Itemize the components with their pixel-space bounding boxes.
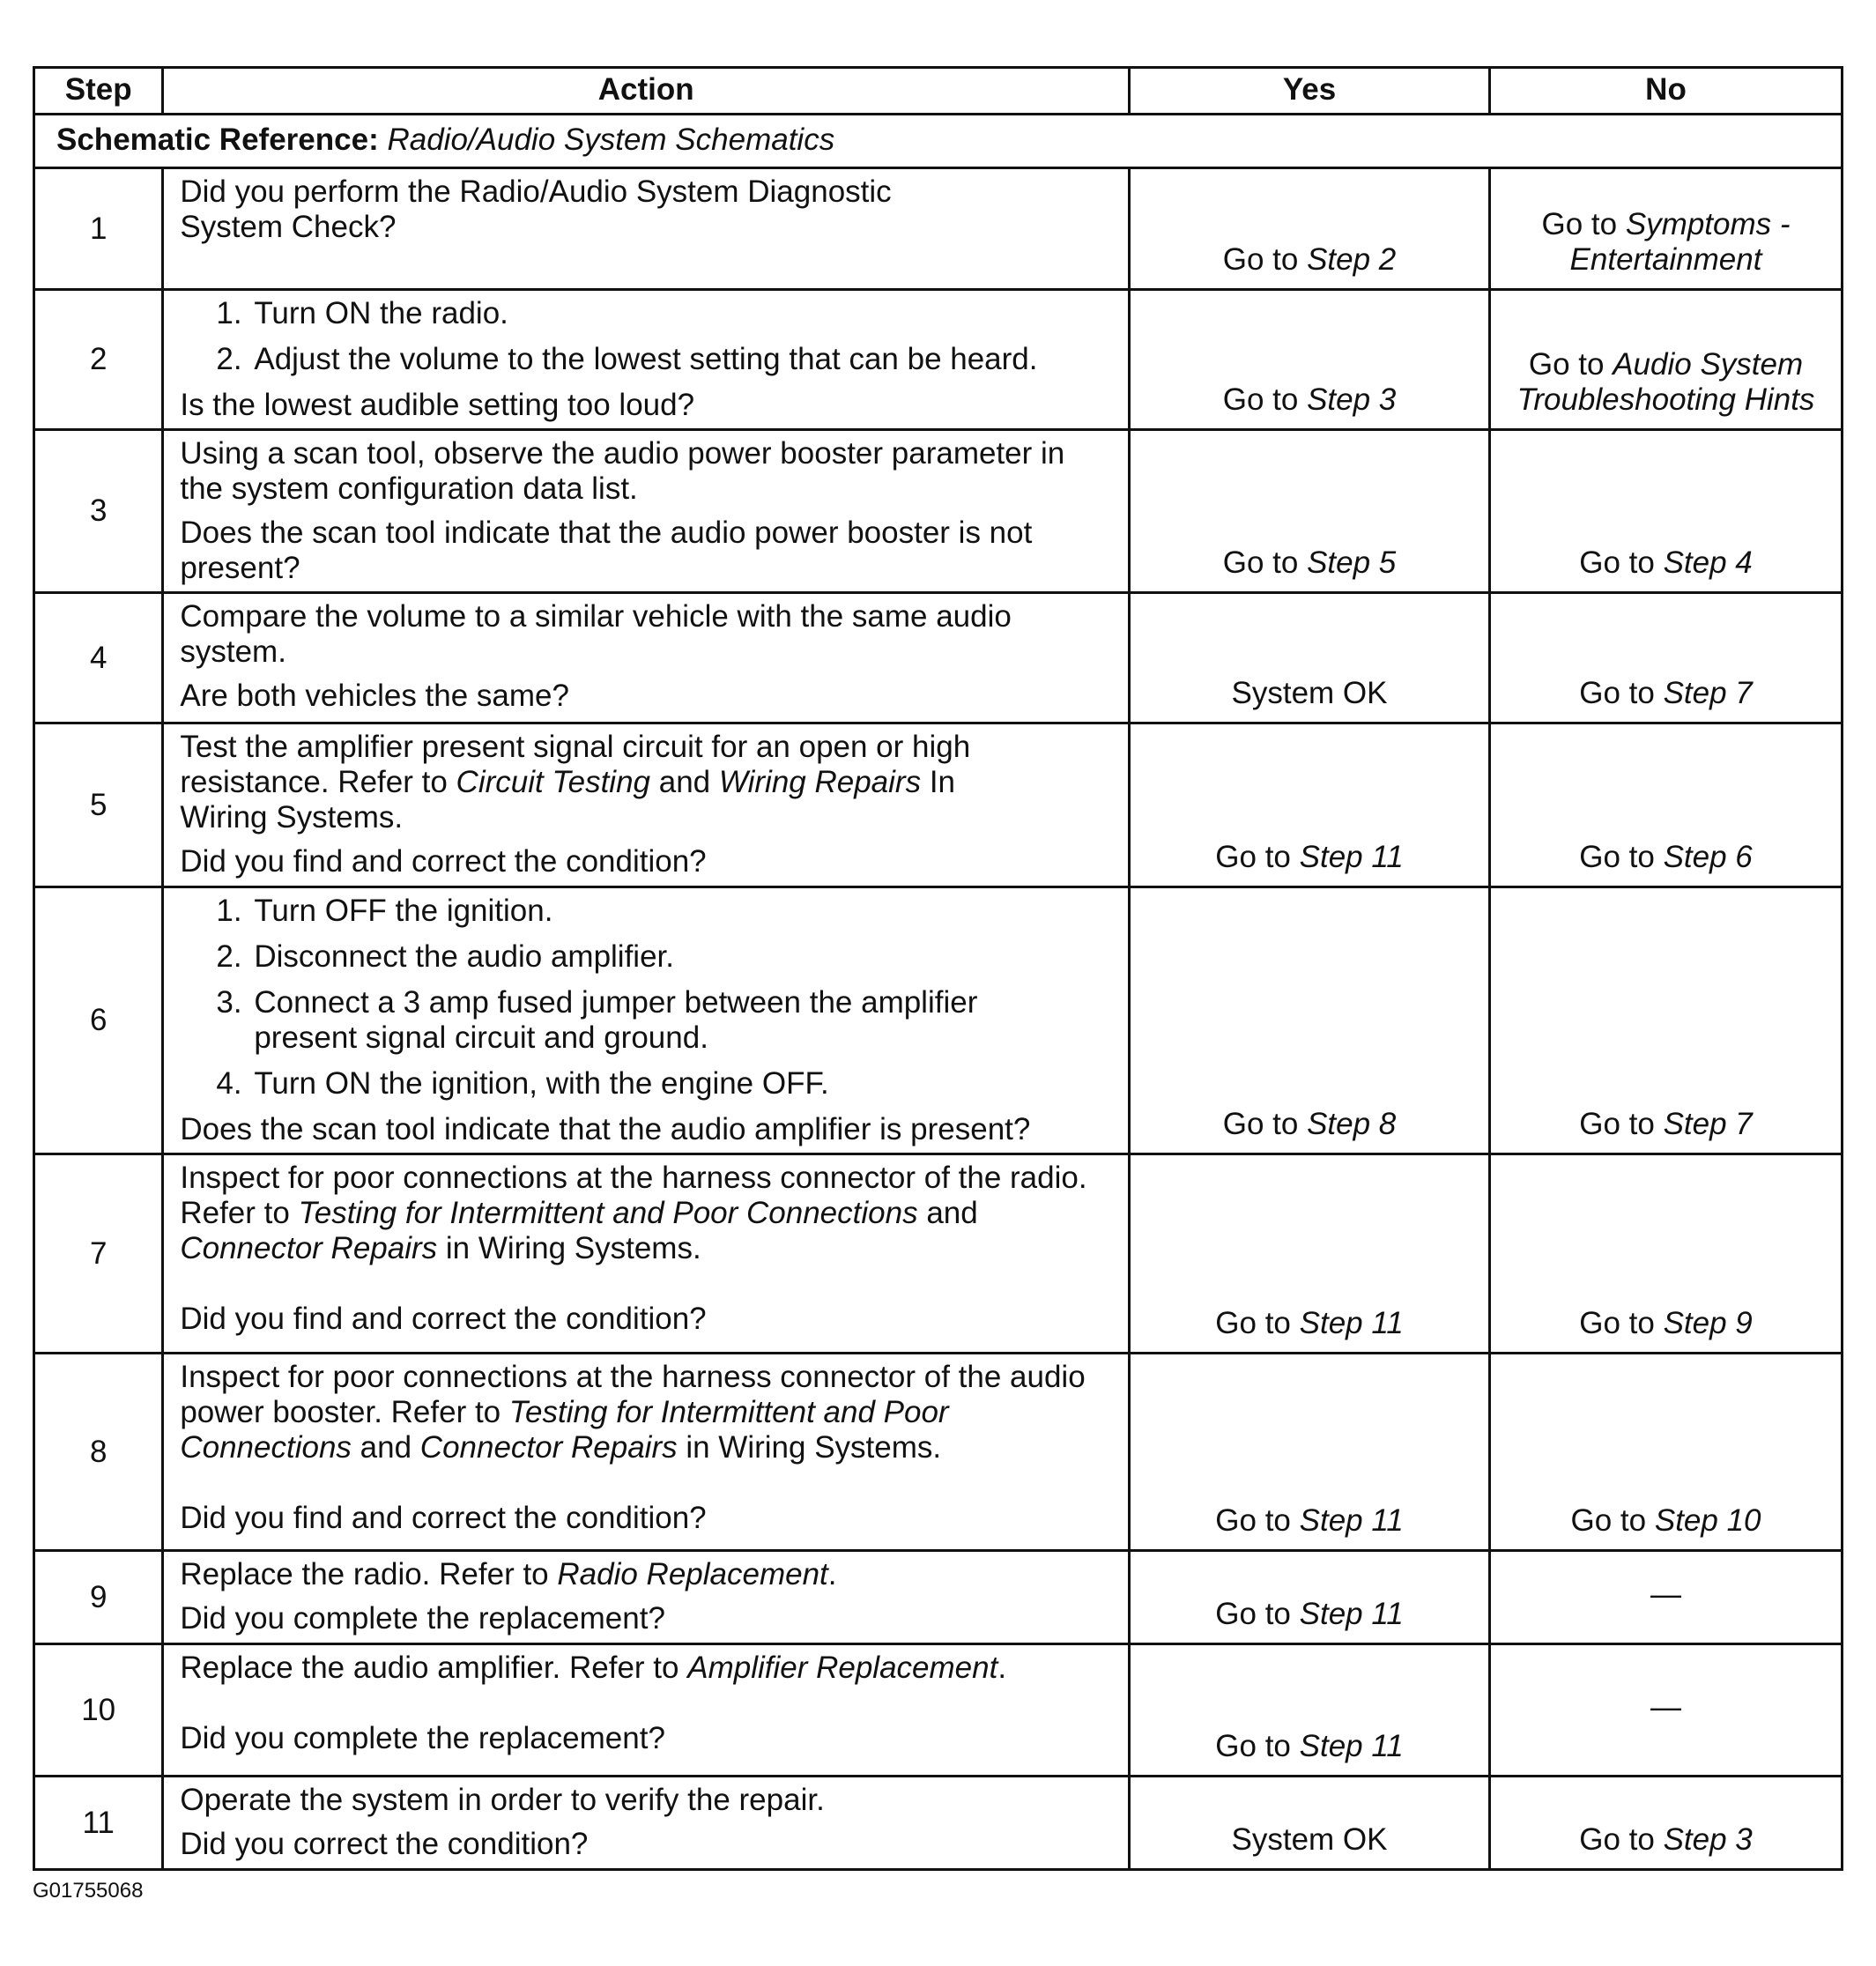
reference-link[interactable]: Circuit Testing [456,765,651,799]
go-to-text: Go to [1215,1306,1291,1340]
table-row [34,290,1843,430]
instruction-item: 4. Turn ON the ignition, with the engine OFF. [250,1066,1112,1102]
instruction-item: 2. Adjust the volume to the lowest setting that can be heard. [250,342,1112,377]
go-to-text: Go to [1579,545,1655,580]
table-row [34,1354,1843,1551]
question: Did you complete the replacement? [180,1721,665,1755]
no-cell [1490,723,1843,887]
yes-cell [1130,593,1490,723]
go-to-text: Go to [1222,1107,1299,1141]
step-number: 7 [34,1154,163,1354]
instruction-text: Test the amplifier present signal circuit for an open or high resistance. Refer to Circuit Testing and Wiring Repairs In Wiring Systems. [180,730,971,835]
question: Is the lowest audible setting too loud? [180,388,695,422]
yes-link[interactable]: Step 2 [1307,242,1397,277]
instruction-text: Replace the radio. Refer to Radio Replacement. [180,1557,837,1591]
question: Did you complete the replacement? [180,1601,665,1636]
step-number: 2 [34,290,163,430]
instruction-list [180,894,1112,1102]
no-link-continued[interactable]: Troubleshooting Hints [1516,382,1815,417]
instruction-text: Operate the system in order to verify the repair. [180,1783,825,1817]
reference-link[interactable]: Wiring Repairs [718,765,922,799]
instruction-item: 1. Turn ON the radio. [250,296,1112,331]
step-number: 8 [34,1354,163,1551]
table-row [34,723,1843,887]
step-number: 10 [34,1644,163,1777]
no-link[interactable]: Step 3 [1663,1822,1753,1857]
action-cell [163,1551,1130,1644]
no-result-dash: — [1650,1577,1681,1612]
yes-link[interactable]: Step 11 [1299,1503,1404,1538]
table-row [34,887,1843,1154]
yes-cell [1130,1154,1490,1354]
no-link[interactable]: Step 10 [1654,1503,1761,1538]
go-to-text: Go to [1222,545,1299,580]
go-to-text: Go to [1215,840,1291,874]
instruction-text: Inspect for poor connections at the harness connector of the radio. Refer to Testing for Intermittent and Poor Connections and Connector Repairs in Wiring Systems. [180,1161,1087,1265]
no-cell [1490,168,1843,290]
step-number: 9 [34,1551,163,1644]
go-to-text: Go to [1579,1822,1655,1857]
yes-result: System OK [1231,676,1388,710]
go-to-text: Go to [1222,382,1299,417]
table-row [34,168,1843,290]
yes-cell [1130,1777,1490,1870]
schematic-label: Schematic Reference: [56,122,379,157]
table-row [34,1551,1843,1644]
reference-link[interactable]: Connector Repairs [180,1231,438,1265]
instruction-item: 3. Connect a 3 amp fused jumper between the amplifier present signal circuit and ground. [250,985,1029,1056]
no-link[interactable]: Step 6 [1663,840,1753,874]
go-to-text: Go to [1215,1503,1291,1538]
yes-cell [1130,168,1490,290]
table-row [34,593,1843,723]
schematic-link[interactable]: Radio/Audio System Schematics [387,122,835,157]
header-yes: Yes [1130,68,1490,115]
no-cell [1490,1354,1843,1551]
go-to-text: Go to [1570,1503,1647,1538]
header-no: No [1490,68,1843,115]
question: Did you find and correct the condition? [180,1302,707,1336]
go-to-text: Go to [1579,1107,1655,1141]
yes-link[interactable]: Step 11 [1299,1597,1404,1631]
no-cell [1490,430,1843,593]
question: Did you find and correct the condition? [180,1501,707,1535]
step-number: 11 [34,1777,163,1870]
no-cell [1490,1551,1843,1644]
yes-cell [1130,887,1490,1154]
question: Did you correct the condition? [180,1827,589,1861]
schematic-reference [34,115,1843,168]
yes-cell [1130,430,1490,593]
no-result-dash: — [1650,1689,1681,1725]
no-link[interactable]: Symptoms - [1625,207,1791,241]
no-cell [1490,887,1843,1154]
no-link[interactable]: Step 9 [1663,1306,1753,1340]
yes-cell [1130,1644,1490,1777]
instruction-text: Inspect for poor connections at the harness connector of the audio power booster. Refer to Testing for Intermittent and Poor Connections and Connector Repairs in Wiring Systems. [180,1360,1086,1465]
go-to-text: Go to [1579,1306,1655,1340]
no-link[interactable]: Step 7 [1663,1107,1753,1141]
yes-cell [1130,723,1490,887]
diagnostic-table [33,66,1843,1871]
question: Does the scan tool indicate that the audio power booster is not present? [180,516,1033,585]
go-to-text: Go to [1579,676,1655,710]
go-to-text: Go to [1215,1729,1291,1763]
reference-link[interactable]: Amplifier Replacement [687,1651,998,1685]
reference-link[interactable]: Testing for Intermittent and Poor Connections [180,1395,949,1465]
reference-link[interactable]: Radio Replacement [557,1557,828,1591]
schematic-reference-row [34,115,1843,168]
step-number: 1 [34,168,163,290]
action-cell [163,1354,1130,1551]
instruction-item: 1. Turn OFF the ignition. [250,894,1112,929]
action-cell [163,887,1130,1154]
go-to-text: Go to [1215,1597,1291,1631]
question: Does the scan tool indicate that the audio amplifier is present? [180,1112,1031,1146]
step-number: 3 [34,430,163,593]
yes-link[interactable]: Step 11 [1299,840,1404,874]
no-cell [1490,1644,1843,1777]
table-row [34,430,1843,593]
action-cell [163,723,1130,887]
go-to-text: Go to [1528,347,1605,382]
yes-link[interactable]: Step 11 [1299,1729,1404,1763]
header-row [34,68,1843,115]
question: Did you perform the Radio/Audio System Diagnostic System Check? [180,174,892,244]
table-row [34,1644,1843,1777]
yes-link[interactable]: Step 11 [1299,1306,1404,1340]
no-cell [1490,1777,1843,1870]
no-cell [1490,593,1843,723]
no-link[interactable]: Audio System [1613,347,1804,382]
no-link[interactable]: Step 7 [1663,676,1753,710]
go-to-text: Go to [1222,242,1299,277]
table-row [34,1777,1843,1870]
action-cell [163,593,1130,723]
step-number: 6 [34,887,163,1154]
action-cell [163,168,1130,290]
instruction-item: 2. Disconnect the audio amplifier. [250,939,1112,975]
question: Are both vehicles the same? [180,679,569,713]
step-number: 5 [34,723,163,887]
step-number: 4 [34,593,163,723]
yes-link[interactable]: Step 5 [1307,545,1397,580]
instruction-text: Replace the audio amplifier. Refer to Amplifier Replacement. [180,1651,1007,1685]
no-link-continued[interactable]: Entertainment [1569,242,1762,277]
yes-result: System OK [1231,1822,1388,1857]
action-cell [163,430,1130,593]
no-cell [1490,290,1843,430]
yes-link[interactable]: Step 3 [1307,382,1397,417]
yes-link[interactable]: Step 8 [1307,1107,1397,1141]
action-cell [163,1154,1130,1354]
question: Did you find and correct the condition? [180,844,707,879]
go-to-text: Go to [1579,840,1655,874]
yes-cell [1130,1551,1490,1644]
instruction-text: Using a scan tool, observe the audio power booster parameter in the system configuration data list. [180,436,1065,506]
action-cell [163,1644,1130,1777]
instruction-text: Compare the volume to a similar vehicle with the same audio system. [180,599,1012,669]
go-to-text: Go to [1541,207,1618,241]
no-link[interactable]: Step 4 [1663,545,1753,580]
reference-link[interactable]: Connector Repairs [419,1430,678,1465]
header-step: Step [34,68,163,115]
yes-cell [1130,1354,1490,1551]
action-cell [163,1777,1130,1870]
figure-id: G01755068 [33,1879,144,1903]
yes-cell [1130,290,1490,430]
header-action: Action [163,68,1130,115]
action-cell [163,290,1130,430]
instruction-list [180,296,1112,377]
reference-link[interactable]: Testing for Intermittent and Poor Connections [298,1196,918,1230]
no-cell [1490,1154,1843,1354]
table-row [34,1154,1843,1354]
